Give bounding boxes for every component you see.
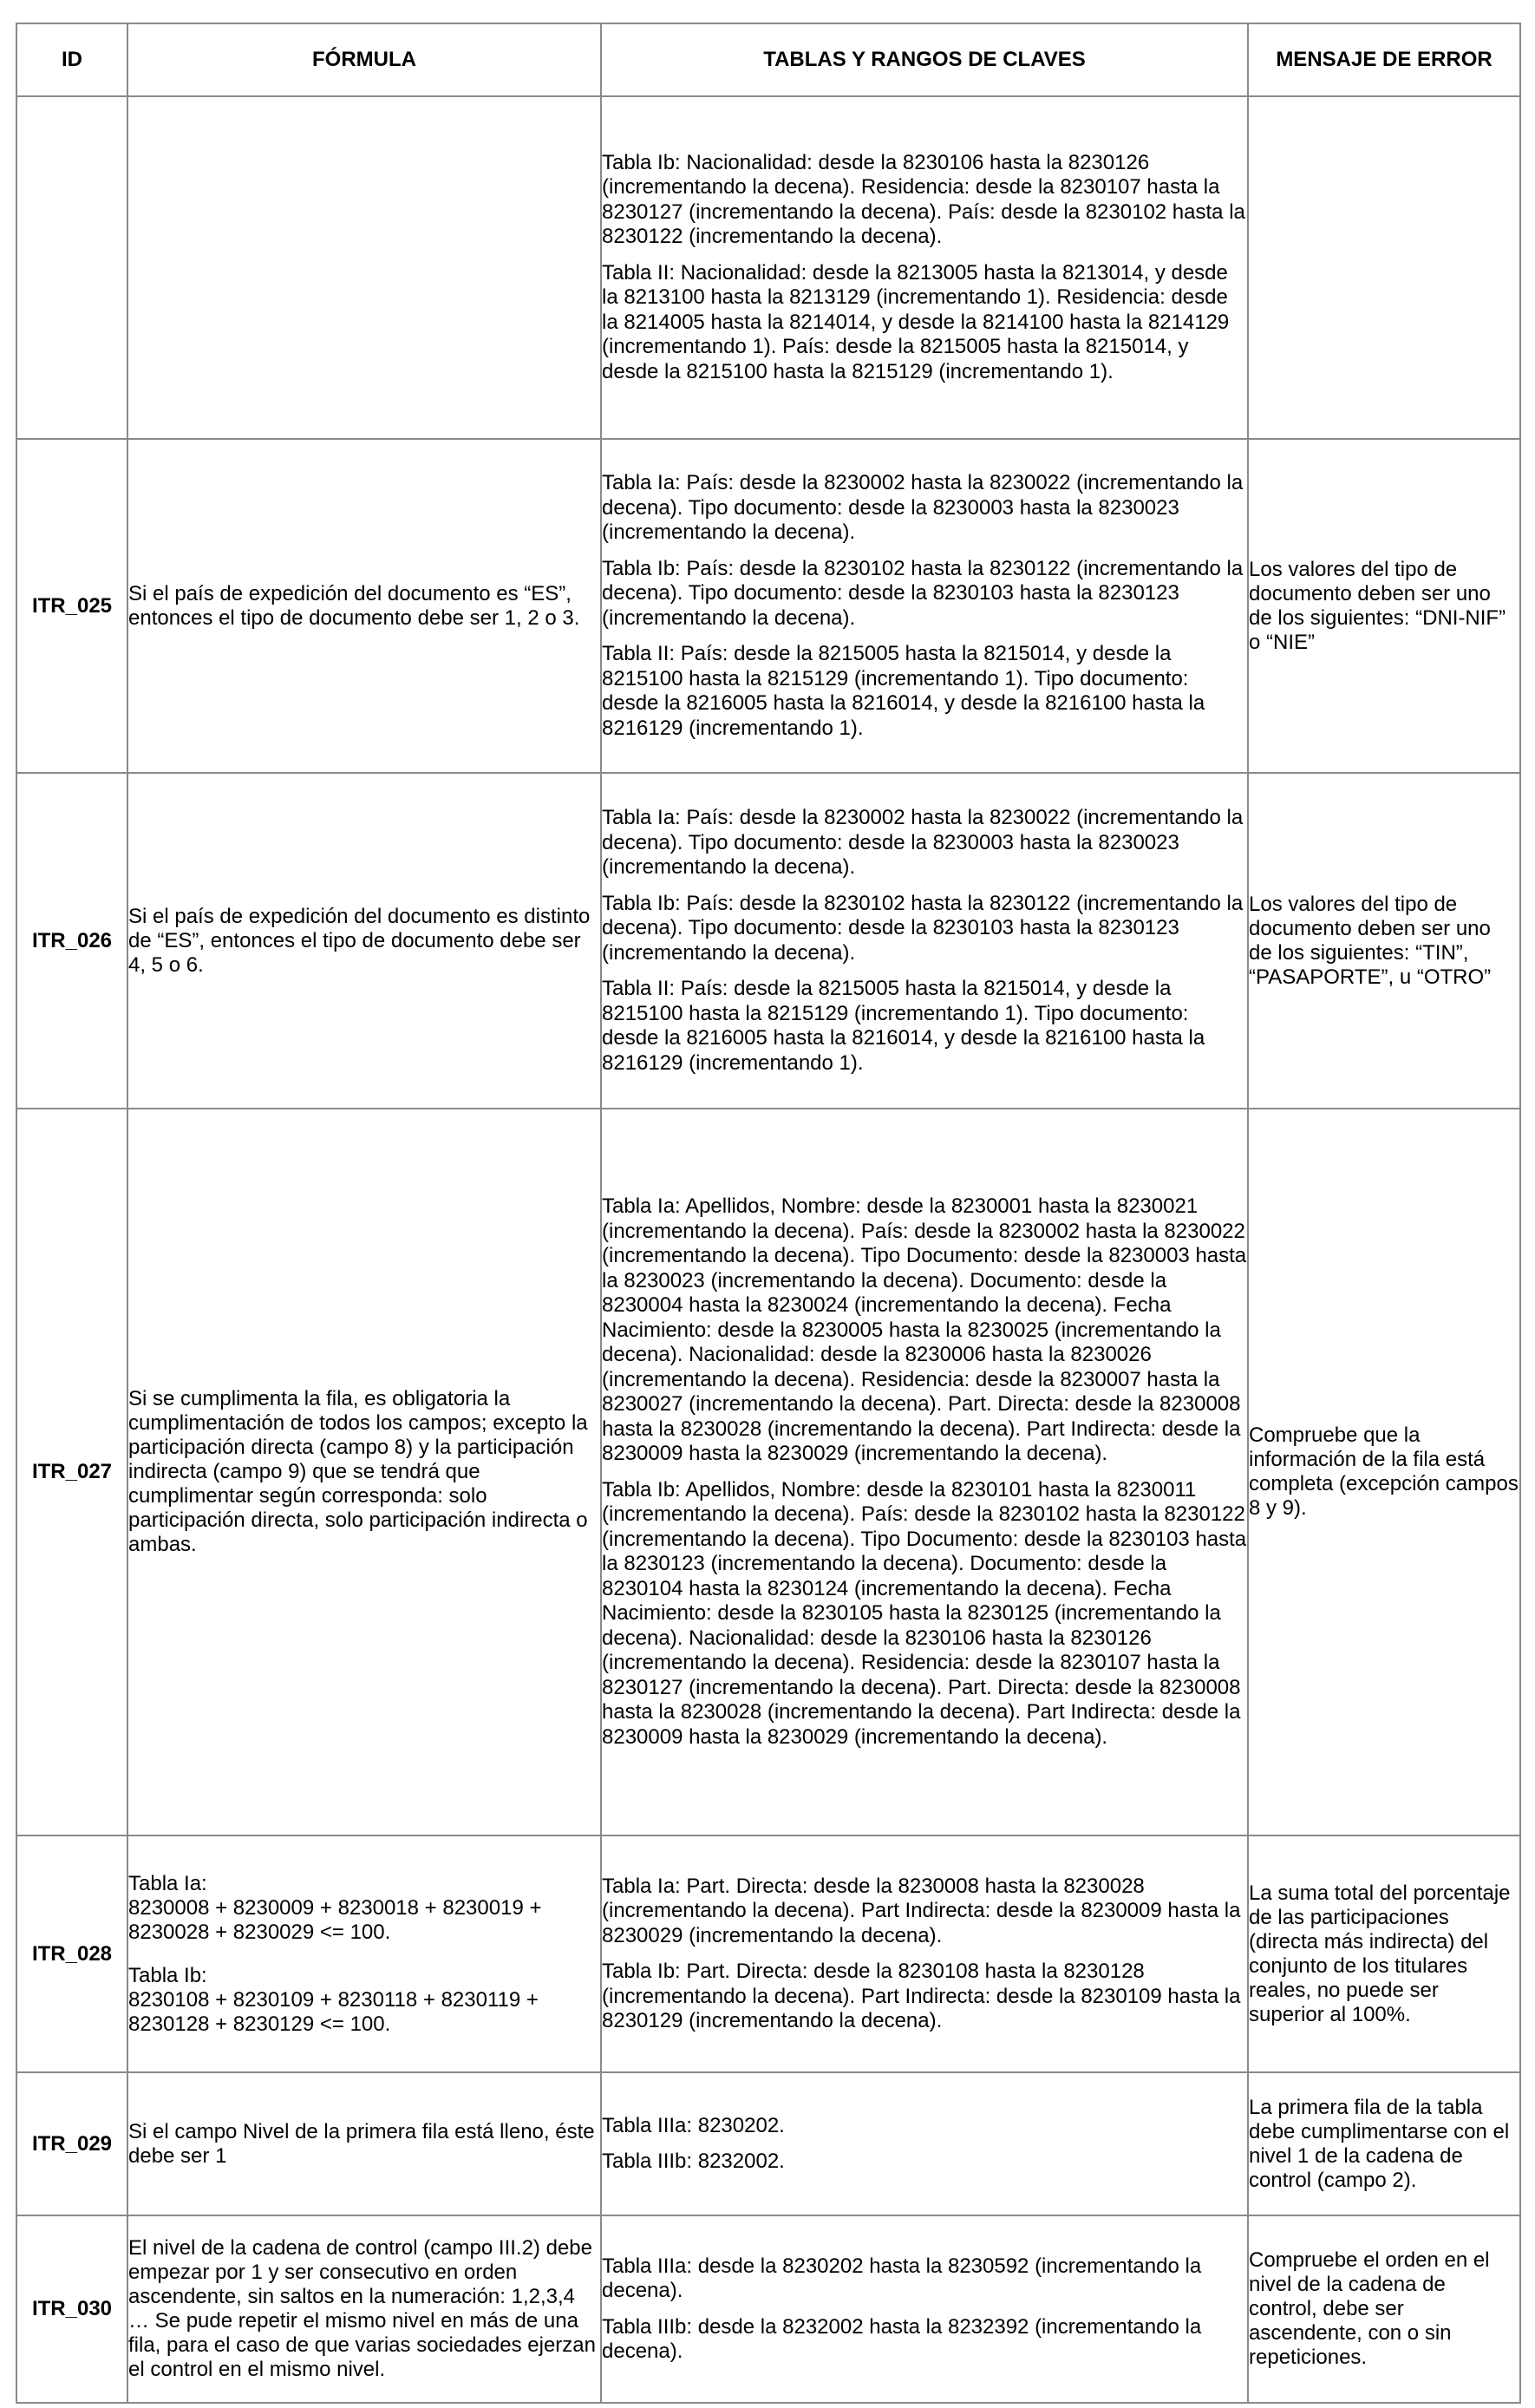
row-keys (601, 96, 1248, 439)
key-paragraph: Tabla Ib: País: desde la 8230102 hasta la 8230122 (incrementando la decena). Tipo documento: desde la 8230103 hasta la 8230123 (incrementando la decena). (602, 891, 1244, 965)
key-paragraph: Tabla Ib: Nacionalidad: desde la 8230106 hasta la 8230126 (incrementando la decena). Residencia: desde la 8230107 hasta la 8230127 (incrementando la decena). País: desde la 8230102 hasta la 8230122 (incrementando la decena). (602, 150, 1245, 249)
row-error (1248, 96, 1520, 439)
formula-line: 8230108 + 8230109 + 8230118 + 8230119 + 8230128 + 8230129 <= 100. (128, 1987, 539, 2036)
row-id (16, 96, 127, 439)
table-row (16, 96, 1520, 439)
row-keys (601, 2215, 1248, 2403)
validation-rules-table (16, 23, 1521, 2404)
key-paragraph: Tabla Ia: País: desde la 8230002 hasta la 8230022 (incrementando la decena). Tipo documento: desde la 8230003 hasta la 8230023 (incrementando la decena). (602, 471, 1244, 544)
row-error: La primera fila de la tabla debe cumplimentarse con el nivel 1 de la cadena de control (campo 2). (1248, 2072, 1520, 2215)
key-paragraph: Tabla Ia: País: desde la 8230002 hasta la 8230022 (incrementando la decena). Tipo documento: desde la 8230003 hasta la 8230023 (incrementando la decena). (602, 806, 1244, 879)
key-paragraph: Tabla IIIb: desde la 8232002 hasta la 8232392 (incrementando la decena). (602, 2314, 1202, 2363)
row-formula: Si el país de expedición del documento es distinto de “ES”, entonces el tipo de documento debe ser 4, 5 o 6. (127, 773, 601, 1109)
header-id: ID (16, 23, 127, 96)
key-paragraph: Tabla Ib: Part. Directa: desde la 8230108 hasta la 8230128 (incrementando la decena). Part Indirecta: desde la 8230109 hasta la 8230129 (incrementando la decena). (602, 1960, 1241, 2032)
row-formula (127, 1835, 601, 2072)
row-error: Los valores del tipo de documento deben ser uno de los siguientes: “TIN”, “PASAPORTE”, u “OTRO” (1248, 773, 1520, 1109)
key-paragraph: Tabla IIIa: 8230202. (602, 2113, 785, 2137)
row-formula: Si el país de expedición del documento es “ES”, entonces el tipo de documento debe ser 1, 2 o 3. (127, 439, 601, 773)
row-keys (601, 1109, 1248, 1835)
key-paragraph: Tabla Ib: País: desde la 8230102 hasta la 8230122 (incrementando la decena). Tipo documento: desde la 8230103 hasta la 8230123 (incrementando la decena). (602, 556, 1244, 630)
row-formula: Si se cumplimenta la fila, es obligatoria la cumplimentación de todos los campos; excepto la participación directa (campo 8) y la participación indirecta (campo 9) que se tendrá que cumplimentar según corresponda: solo participación directa, solo participación indirecta o ambas. (127, 1109, 601, 1835)
row-id: ITR_025 (16, 439, 127, 773)
key-paragraph: Tabla II: País: desde la 8215005 hasta la 8215014, y desde la 8215100 hasta la 8215129 (incrementando 1). Tipo documento: desde la 8216005 hasta la 8216014, y desde la 8216100 hasta la 8216129 (incrementando 1). (602, 642, 1205, 740)
key-paragraph: Tabla IIIb: 8232002. (602, 2150, 785, 2173)
row-id: ITR_027 (16, 1109, 127, 1835)
table-row (16, 1835, 1520, 2072)
table-row (16, 2072, 1520, 2215)
row-formula: Si el campo Nivel de la primera fila está lleno, éste debe ser 1 (127, 2072, 601, 2215)
row-id: ITR_029 (16, 2072, 127, 2215)
row-error: La suma total del porcentaje de las participaciones (directa más indirecta) del conjunto de los titulares reales, no puede ser superior al 100%. (1248, 1835, 1520, 2072)
row-formula (127, 96, 601, 439)
header-row (16, 23, 1520, 96)
row-formula: El nivel de la cadena de control (campo III.2) debe empezar por 1 y ser consecutivo en orden ascendente, sin saltos en la numeración: 1,2,3,4 … Se pude repetir el mismo nivel en más de una fila, para el caso de que varias sociedades ejerzan el control en el mismo nivel. (127, 2215, 601, 2403)
row-id: ITR_028 (16, 1835, 127, 2072)
row-keys (601, 773, 1248, 1109)
row-error: Los valores del tipo de documento deben ser uno de los siguientes: “DNI-NIF” o “NIE” (1248, 439, 1520, 773)
key-paragraph: Tabla Ia: Apellidos, Nombre: desde la 8230001 hasta la 8230021 (incrementando la decena). País: desde la 8230002 hasta la 8230022 (incrementando la decena). Tipo Documento: desde la 8230003 hasta la 8230023 (incrementando la decena). Documento: desde la 8230004 hasta la 8230024 (incrementando la decena). Fecha Nacimiento: desde la 8230005 hasta la 8230025 (incrementando la decena). Nacionalidad: desde la 8230006 hasta la 8230026 (incrementando la decena). Residencia: desde la 8230007 hasta la 8230027 (incrementando la decena). Part. Directa: desde la 8230008 hasta la 8230028 (incrementando la decena). Part Indirecta: desde la 8230009 hasta la 8230029 (incrementando la decena). (602, 1194, 1247, 1465)
formula-line: 8230008 + 8230009 + 8230018 + 8230019 + 8230028 + 8230029 <= 100. (128, 1895, 542, 1944)
table-row (16, 773, 1520, 1109)
header-error: MENSAJE DE ERROR (1248, 23, 1520, 96)
row-keys (601, 439, 1248, 773)
formula-line: Tabla Ia: (128, 1871, 207, 1895)
key-paragraph: Tabla Ib: Apellidos, Nombre: desde la 8230101 hasta la 8230011 (incrementando la decena). País: desde la 8230102 hasta la 8230122 (incrementando la decena). Tipo Documento: desde la 8230103 hasta la 8230123 (incrementando la decena). Documento: desde la 8230104 hasta la 8230124 (incrementando la decena). Fecha Nacimiento: desde la 8230105 hasta la 8230125 (incrementando la decena). Nacionalidad: desde la 8230106 hasta la 8230126 (incrementando la decena). Residencia: desde la 8230107 hasta la 8230127 (incrementando la decena). Part. Directa: desde la 8230008 hasta la 8230028 (incrementando la decena). Part Indirecta: desde la 8230009 hasta la 8230029 (incrementando la decena). (602, 1477, 1247, 1749)
row-id: ITR_026 (16, 773, 127, 1109)
row-error: Compruebe el orden en el nivel de la cadena de control, debe ser ascendente, con o sin repeticiones. (1248, 2215, 1520, 2403)
key-paragraph: Tabla Ia: Part. Directa: desde la 8230008 hasta la 8230028 (incrementando la decena). Part Indirecta: desde la 8230009 hasta la 8230029 (incrementando la decena). (602, 1874, 1241, 1947)
row-keys (601, 1835, 1248, 2072)
key-paragraph: Tabla II: Nacionalidad: desde la 8213005 hasta la 8213014, y desde la 8213100 hasta la 8213129 (incrementando 1). Residencia: desde la 8214005 hasta la 8214014, y desde la 8214100 hasta la 8214129 (incrementando 1). País: desde la 8215005 hasta la 8215014, y desde la 8215100 hasta la 8215129 (incrementando 1). (602, 260, 1230, 383)
table-row (16, 1109, 1520, 1835)
key-paragraph: Tabla IIIa: desde la 8230202 hasta la 8230592 (incrementando la decena). (602, 2254, 1202, 2302)
header-keys: TABLAS Y RANGOS DE CLAVES (601, 23, 1248, 96)
table-row (16, 439, 1520, 773)
formula-line: Tabla Ib: (128, 1963, 207, 1987)
row-id: ITR_030 (16, 2215, 127, 2403)
table-row (16, 2215, 1520, 2403)
row-keys (601, 2072, 1248, 2215)
header-formula: FÓRMULA (127, 23, 601, 96)
key-paragraph: Tabla II: País: desde la 8215005 hasta la 8215014, y desde la 8215100 hasta la 8215129 (incrementando 1). Tipo documento: desde la 8216005 hasta la 8216014, y desde la 8216100 hasta la 8216129 (incrementando 1). (602, 977, 1205, 1075)
row-error: Compruebe que la información de la fila está completa (excepción campos 8 y 9). (1248, 1109, 1520, 1835)
